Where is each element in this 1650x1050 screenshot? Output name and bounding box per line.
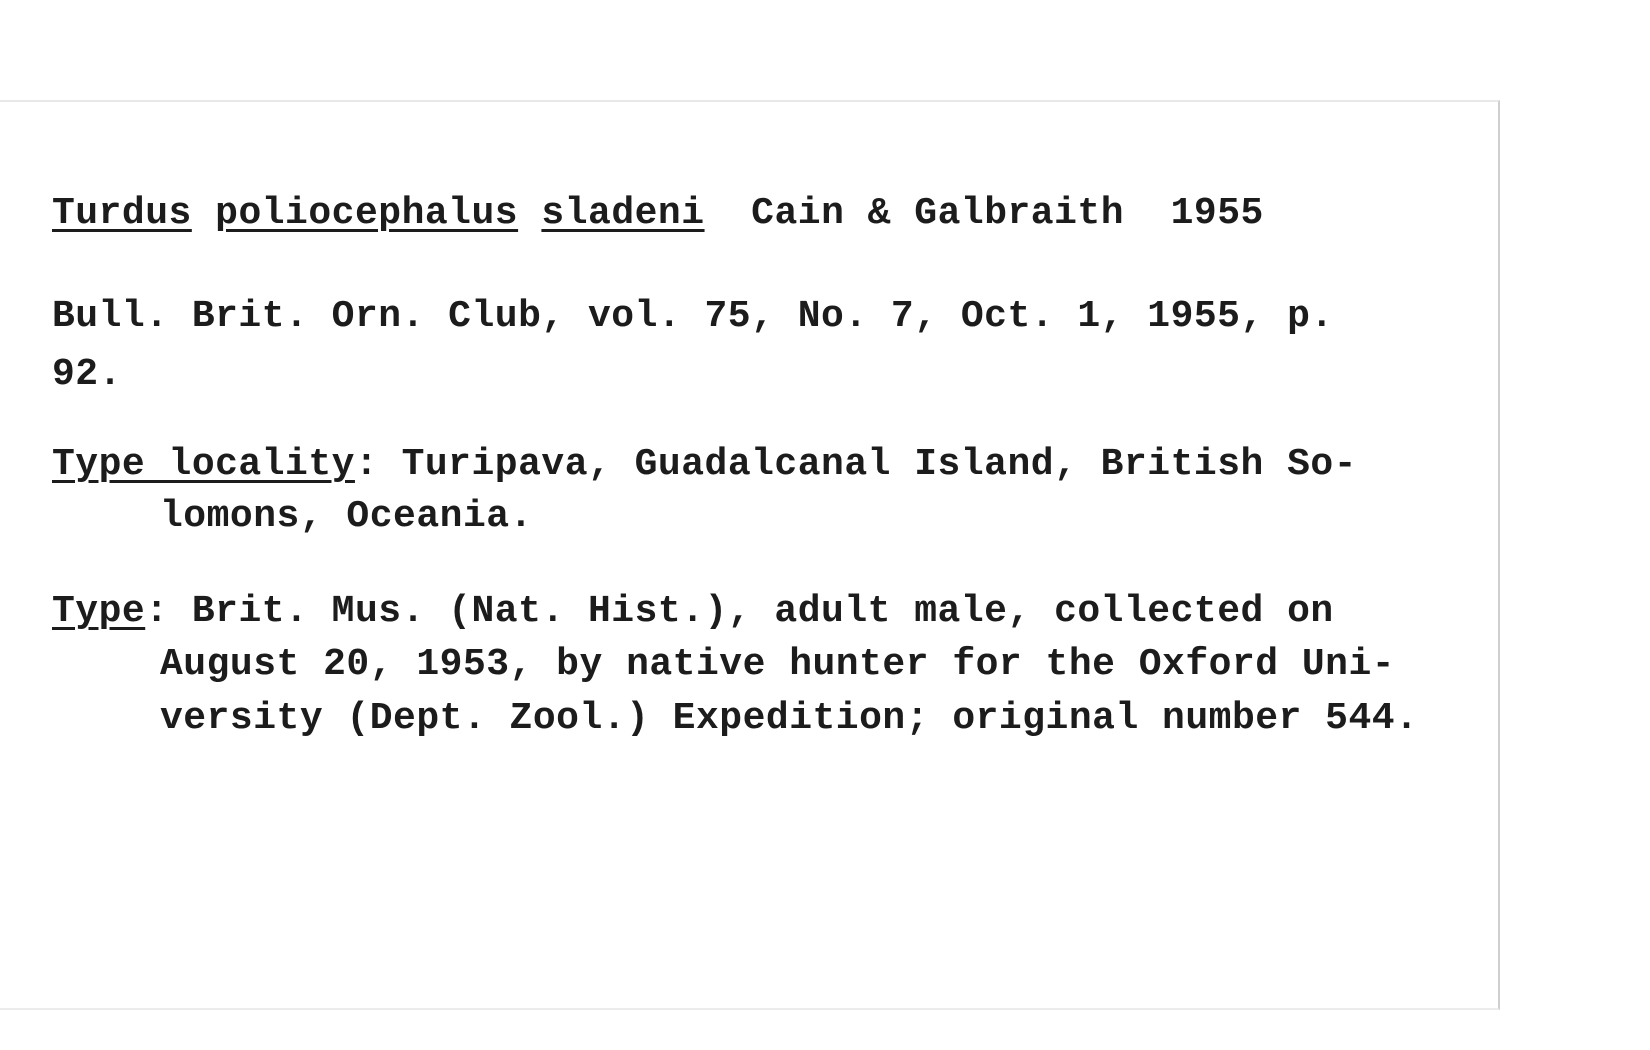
- type-line-1: [52, 590, 1334, 633]
- index-card: [0, 100, 1500, 1010]
- citation-line-1: Bull. Brit. Orn. Club, vol. 75, No. 7, Oct. 1, 1955, p.: [52, 295, 1334, 338]
- type-line-3: versity (Dept. Zool.) Expedition; original number 544.: [160, 697, 1419, 740]
- publication-year: 1955: [1170, 192, 1264, 235]
- type-locality-text: Turipava, Guadalcanal Island, British So-: [378, 443, 1358, 486]
- type-locality-line-1: [52, 443, 1357, 486]
- species-name: poliocephalus: [215, 192, 519, 235]
- genus-name: Turdus: [52, 192, 192, 235]
- type-locality-line-2: lomons, Oceania.: [160, 495, 533, 538]
- type-text: Brit. Mus. (Nat. Hist.), adult male, collected on: [168, 590, 1334, 633]
- type-label: Type: [52, 590, 146, 633]
- type-separator: :: [145, 590, 169, 633]
- authority: Cain & Galbraith: [751, 192, 1125, 235]
- type-locality-label: Type locality: [52, 443, 355, 486]
- subspecies-name: sladeni: [541, 192, 705, 235]
- citation-line-2: 92.: [52, 353, 122, 396]
- type-locality-separator: :: [354, 443, 379, 486]
- type-line-2: August 20, 1953, by native hunter for the Oxford Uni-: [160, 643, 1396, 686]
- taxon-heading: [52, 192, 1264, 235]
